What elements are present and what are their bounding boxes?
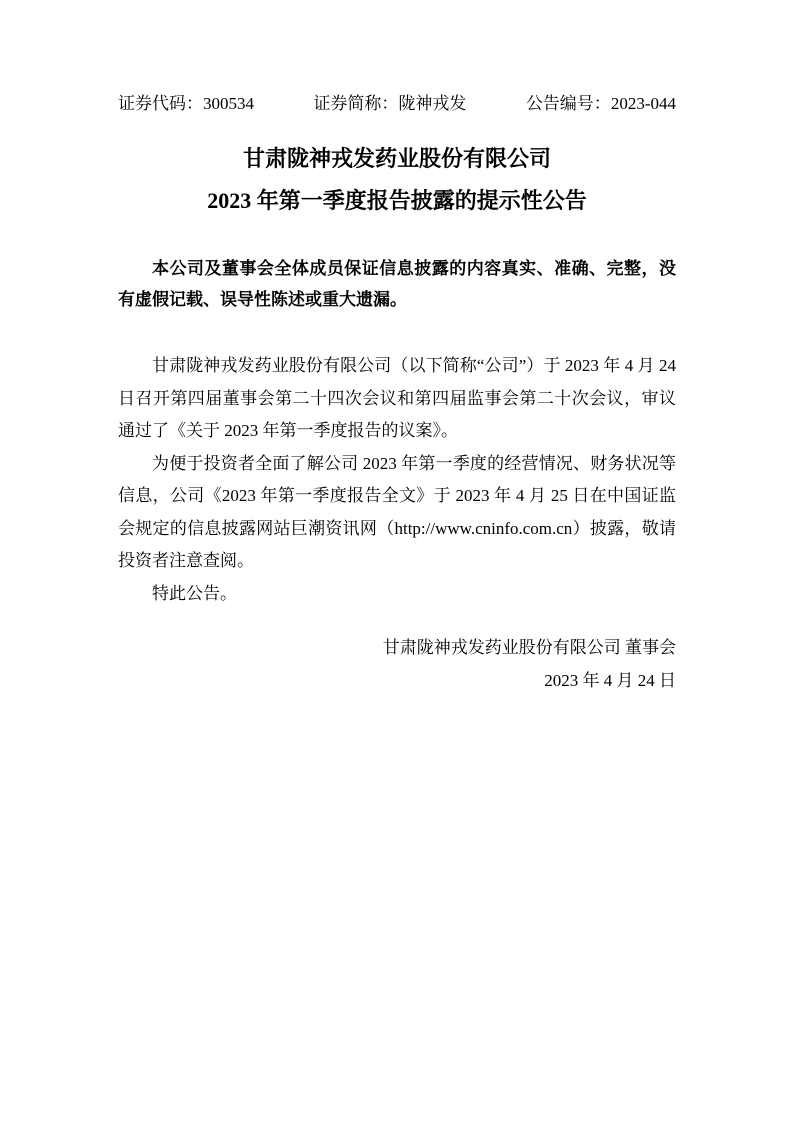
- stock-code: [118, 93, 254, 114]
- title-company-name: 甘肃陇神戎发药业股份有限公司: [242, 146, 551, 171]
- stock-code-label: 证券代码：: [118, 94, 203, 113]
- signature-company: 甘肃陇神戎发药业股份有限公司 董事会: [382, 638, 676, 657]
- stock-code-value: 300534: [203, 94, 254, 113]
- paragraph-disclosure-info: 为便于投资者全面了解公司 2023 年第一季度的经营情况、财务状况等信息，公司《2023 年第一季度报告全文》于 2023 年 4 月 25 日在中国证监会规定的信息披露网站巨潮资讯网（http://www.cninfo.com.cn）披露，敬请投资者注意查阅。: [118, 453, 676, 570]
- announcement-number-value: 2023-044: [610, 94, 676, 113]
- document-title: [118, 146, 676, 213]
- stock-name-label: 证券简称：: [313, 94, 399, 113]
- document-body: [118, 350, 676, 610]
- title-announcement-subject: 2023 年第一季度报告披露的提示性公告: [207, 188, 587, 213]
- paragraph-closing: 特此公告。: [152, 583, 237, 603]
- document-header: [118, 93, 676, 114]
- paragraph-meeting-resolution: 甘肃陇神戎发药业股份有限公司（以下简称“公司”）于 2023 年 4 月 24 日召开第四届董事会第二十四次会议和第四届监事会第二十次会议，审议通过了《关于 2023 年第一季度报告的议案》。: [118, 356, 676, 440]
- signature-block: [118, 631, 676, 697]
- announcement-number: [526, 93, 676, 114]
- board-statement: 本公司及董事会全体成员保证信息披露的内容真实、准确、完整，没有虚假记载、误导性陈述或重大遗漏。: [118, 259, 676, 309]
- announcement-number-label: 公告编号：: [525, 94, 611, 113]
- stock-name-value: 陇神戎发: [398, 94, 467, 113]
- stock-name: [313, 93, 466, 114]
- signature-date: 2023 年 4 月 24 日: [544, 671, 676, 690]
